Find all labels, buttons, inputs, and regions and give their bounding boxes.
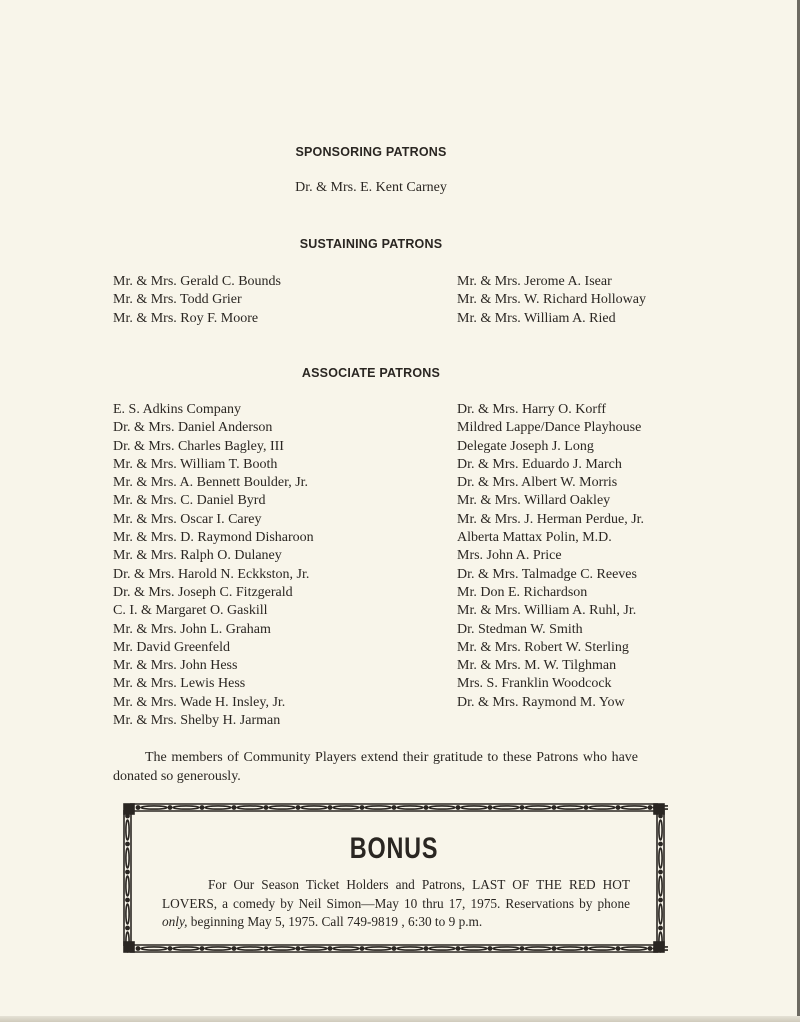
sustaining-patrons-heading: SUSTAINING PATRONS	[299, 237, 443, 251]
border-ornament	[488, 947, 491, 950]
list-item: Dr. & Mrs. Talmadge C. Reeves	[457, 566, 637, 582]
border-ornament	[557, 947, 583, 950]
border-ornament	[269, 806, 295, 809]
list-item: Mr. & Mrs. William A. Ruhl, Jr.	[457, 603, 637, 619]
border-ornament	[205, 806, 231, 809]
border-ornament	[659, 842, 662, 845]
border-ornament	[621, 947, 647, 950]
border-ornament	[424, 806, 427, 809]
border-ornament	[520, 947, 523, 950]
border-ornament	[456, 947, 459, 950]
border-ornament	[589, 947, 615, 950]
border-ornament	[493, 806, 519, 809]
list-item: Dr. & Mrs. Harold N. Eckkston, Jr.	[113, 566, 310, 582]
border-ornament	[269, 947, 295, 950]
bonus-text-part: beginning May 5, 1975. Call 749-9819 , 6:30 to 9 p.m.	[187, 914, 483, 929]
border-ornament	[456, 806, 459, 809]
border-ornament	[659, 820, 662, 840]
border-ornament	[659, 904, 662, 924]
list-item: Mr. & Mrs. D. Raymond Disharoon	[113, 530, 314, 546]
border-ornament	[126, 926, 129, 929]
list-item: Mr. David Greenfeld	[113, 639, 231, 655]
list-item: Mr. & Mrs. Gerald C. Bounds	[113, 274, 281, 289]
associate-patrons-heading: ASSOCIATE PATRONS	[301, 366, 441, 380]
list-item: Alberta Mattax Polin, M.D.	[457, 530, 612, 546]
sponsoring-patrons-heading: SPONSORING PATRONS	[295, 145, 447, 159]
gratitude-paragraph: The members of Community Players extend their gratitude to these Patrons who have donated so generously.	[113, 750, 638, 784]
border-ornament	[126, 848, 129, 868]
border-ornament	[659, 848, 662, 868]
border-ornament	[264, 806, 267, 809]
border-ornament	[360, 806, 363, 809]
list-item: Mr. Don E. Richardson	[457, 584, 588, 600]
border-ornament	[126, 898, 129, 901]
associate-patrons-left-list	[113, 401, 314, 730]
border-ornament	[525, 806, 551, 809]
border-ornament	[173, 806, 199, 809]
border-ornament	[126, 814, 129, 817]
border-ornament	[296, 806, 299, 809]
border-ornament	[365, 947, 391, 950]
border-ornament	[424, 947, 427, 950]
bonus-box	[120, 800, 668, 956]
list-item: Mr. & Mrs. Roy F. Moore	[113, 310, 259, 326]
list-item: Dr. & Mrs. Joseph C. Fitzgerald	[113, 584, 293, 600]
border-ornament	[136, 806, 139, 809]
border-ornament	[488, 806, 491, 809]
list-item: Mr. & Mrs. A. Bennett Boulder, Jr.	[113, 475, 309, 491]
border-ornament	[392, 806, 395, 809]
list-item: Mr. & Mrs. Jerome A. Isear	[457, 274, 612, 289]
border-ornament	[659, 898, 662, 901]
list-item: Mrs. S. Franklin Woodcock	[457, 676, 612, 692]
bonus-text-emphasis: only,	[162, 914, 188, 929]
border-ornament	[168, 947, 171, 950]
border-ornament	[296, 947, 299, 950]
border-ornament	[168, 806, 171, 809]
border-ornament	[333, 806, 359, 809]
border-ornament	[237, 806, 263, 809]
border-ornament	[232, 947, 235, 950]
list-item: Mr. & Mrs. W. Richard Holloway	[457, 292, 646, 308]
border-ornament	[397, 806, 423, 809]
border-ornament	[124, 942, 134, 952]
border-ornament	[328, 806, 331, 809]
border-ornament	[264, 947, 267, 950]
border-ornament	[552, 947, 555, 950]
border-ornament	[659, 876, 662, 896]
list-item: Dr. & Mrs. Albert W. Morris	[457, 475, 618, 491]
list-item: Mr. & Mrs. Oscar I. Carey	[113, 511, 262, 527]
list-item: Mrs. John A. Price	[457, 548, 562, 564]
border-ornament	[659, 814, 662, 817]
list-item: Mildred Lappe/Dance Playhouse	[457, 420, 642, 436]
border-ornament	[126, 904, 129, 924]
border-ornament	[493, 947, 519, 950]
bonus-text-part: For Our Season Ticket Holders and Patrons, LAST OF THE RED HOT LOVERS, a comedy by Neil Simon—May 10 thru 17, 1975. Reservations by phone	[162, 877, 630, 911]
border-ornament	[429, 947, 455, 950]
border-ornament	[557, 806, 583, 809]
border-ornament	[205, 947, 231, 950]
list-item: Mr. & Mrs. J. Herman Perdue, Jr.	[457, 511, 645, 527]
border-ornament	[648, 947, 651, 950]
border-ornament	[552, 806, 555, 809]
border-ornament	[616, 806, 619, 809]
list-item: E. S. Adkins Company	[113, 402, 241, 417]
border-ornament	[200, 806, 203, 809]
border-ornament	[237, 947, 263, 950]
sponsoring-patron-name: Dr. & Mrs. E. Kent Carney	[295, 180, 447, 195]
list-item: Mr. & Mrs. M. W. Tilghman	[457, 658, 617, 674]
border-ornament	[654, 804, 664, 814]
border-ornament	[365, 806, 391, 809]
list-item: Dr. & Mrs. Eduardo J. March	[457, 456, 622, 472]
border-ornament	[360, 947, 363, 950]
list-item: C. I. & Margaret O. Gaskill	[113, 603, 268, 619]
border-ornament	[200, 947, 203, 950]
border-ornament	[461, 947, 487, 950]
border-ornament	[429, 806, 455, 809]
sustaining-patrons-left-list	[113, 273, 281, 328]
border-ornament	[126, 842, 129, 845]
border-ornament	[654, 942, 664, 952]
list-item: Mr. & Mrs. Todd Grier	[113, 292, 242, 308]
border-ornament	[301, 947, 327, 950]
border-ornament	[232, 806, 235, 809]
list-item: Dr. Stedman W. Smith	[457, 621, 583, 637]
border-ornament	[520, 806, 523, 809]
border-ornament	[333, 947, 359, 950]
border-ornament	[525, 947, 551, 950]
border-ornament	[584, 947, 587, 950]
list-item: Mr. & Mrs. William T. Booth	[113, 456, 278, 472]
border-ornament	[461, 806, 487, 809]
list-item: Mr. & Mrs. Wade H. Insley, Jr.	[113, 694, 286, 710]
border-ornament	[648, 806, 651, 809]
border-ornament	[141, 806, 167, 809]
list-item: Mr. & Mrs. John Hess	[113, 658, 238, 674]
border-ornament	[173, 947, 199, 950]
associate-patrons-right-list	[457, 401, 644, 712]
list-item: Mr. & Mrs. William A. Ried	[457, 310, 616, 326]
border-ornament	[126, 820, 129, 840]
page-bottom-edge	[0, 1016, 800, 1022]
bonus-text	[162, 876, 630, 932]
list-item: Mr. & Mrs. Shelby H. Jarman	[113, 713, 281, 729]
list-item: Mr. & Mrs. Willard Oakley	[457, 493, 611, 509]
list-item: Dr. & Mrs. Charles Bagley, III	[113, 438, 284, 454]
list-item: Mr. & Mrs. Robert W. Sterling	[457, 639, 629, 655]
border-ornament	[124, 804, 134, 814]
border-ornament	[126, 876, 129, 896]
list-item: Dr. & Mrs. Harry O. Korff	[457, 402, 607, 417]
border-ornament	[141, 947, 167, 950]
sustaining-patrons-right-list	[457, 273, 646, 328]
border-ornament	[392, 947, 395, 950]
list-item: Mr. & Mrs. John L. Graham	[113, 621, 271, 637]
bonus-title: BONUS	[349, 832, 439, 865]
border-ornament	[397, 947, 423, 950]
border-ornament	[616, 947, 619, 950]
border-ornament	[584, 806, 587, 809]
border-ornament	[328, 947, 331, 950]
list-item: Dr. & Mrs. Raymond M. Yow	[457, 694, 625, 710]
border-ornament	[301, 806, 327, 809]
list-item: Mr. & Mrs. Ralph O. Dulaney	[113, 548, 282, 564]
border-ornament	[659, 926, 662, 929]
border-ornament	[126, 870, 129, 873]
list-item: Delegate Joseph J. Long	[457, 438, 594, 454]
border-ornament	[659, 870, 662, 873]
list-item: Mr. & Mrs. C. Daniel Byrd	[113, 493, 266, 509]
border-ornament	[621, 806, 647, 809]
border-ornament	[136, 947, 139, 950]
list-item: Dr. & Mrs. Daniel Anderson	[113, 420, 273, 436]
list-item: Mr. & Mrs. Lewis Hess	[113, 676, 246, 692]
border-ornament	[589, 806, 615, 809]
